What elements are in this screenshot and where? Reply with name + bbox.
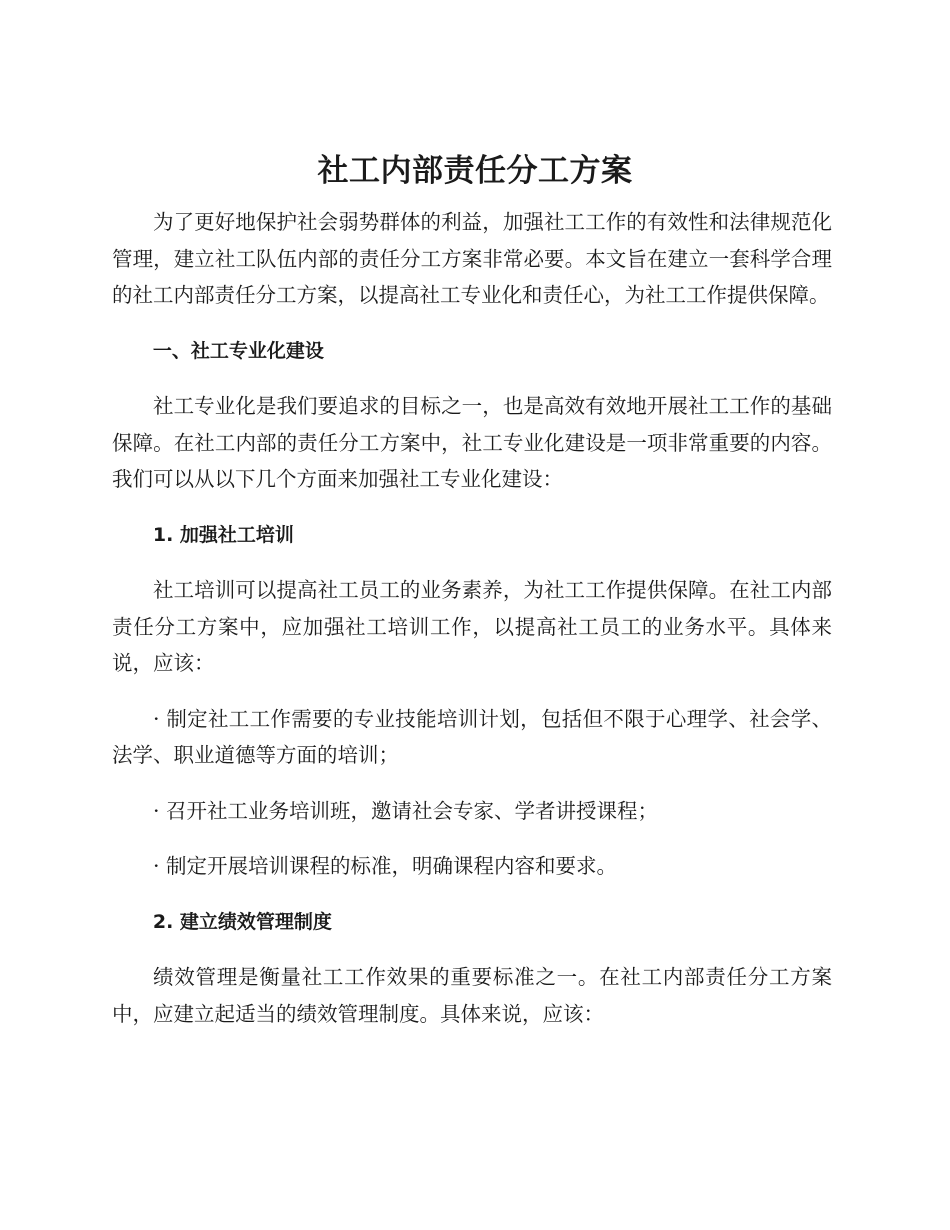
subsection-1-paragraph: 社工培训可以提高社工员工的业务素养，为社工工作提供保障。在社工内部责任分工方案中，应加强社工培训工作，以提高社工员工的业务水平。具体来说，应该： <box>112 578 832 675</box>
subsection-2-paragraph: 绩效管理是衡量社工工作效果的重要标准之一。在社工内部责任分工方案中，应建立起适当的绩效管理制度。具体来说，应该： <box>112 965 832 1026</box>
bullet-item: · 制定开展培训课程的标准，明确课程内容和要求。 <box>153 854 618 878</box>
section-heading-1: 一、社工专业化建设 <box>152 339 324 362</box>
document-body <box>112 204 832 1032</box>
intro-paragraph: 为了更好地保护社会弱势群体的利益，加强社工工作的有效性和法律规范化管理，建立社工队伍内部的责任分工方案非常必要。本文旨在建立一套科学合理的社工内部责任分工方案，以提高社工专业化和责任心，为社工工作提供保障。 <box>112 210 832 307</box>
section-1-paragraph: 社工专业化是我们要追求的目标之一，也是高效有效地开展社工工作的基础保障。在社工内部的责任分工方案中，社工专业化建设是一项非常重要的内容。我们可以从以下几个方面来加强社工专业化建设： <box>112 394 832 491</box>
bullet-item: · 召开社工业务培训班，邀请社会专家、学者讲授课程； <box>153 798 659 823</box>
subsection-heading-1: 1. 加强社工培训 <box>152 523 294 546</box>
document-title: 社工内部责任分工方案 <box>317 153 633 189</box>
bullet-item: · 制定社工工作需要的专业技能培训计划，包括但不限于心理学、社会学、法学、职业道德等方面的培训； <box>112 706 832 767</box>
subsection-heading-2: 2. 建立绩效管理制度 <box>152 910 332 933</box>
